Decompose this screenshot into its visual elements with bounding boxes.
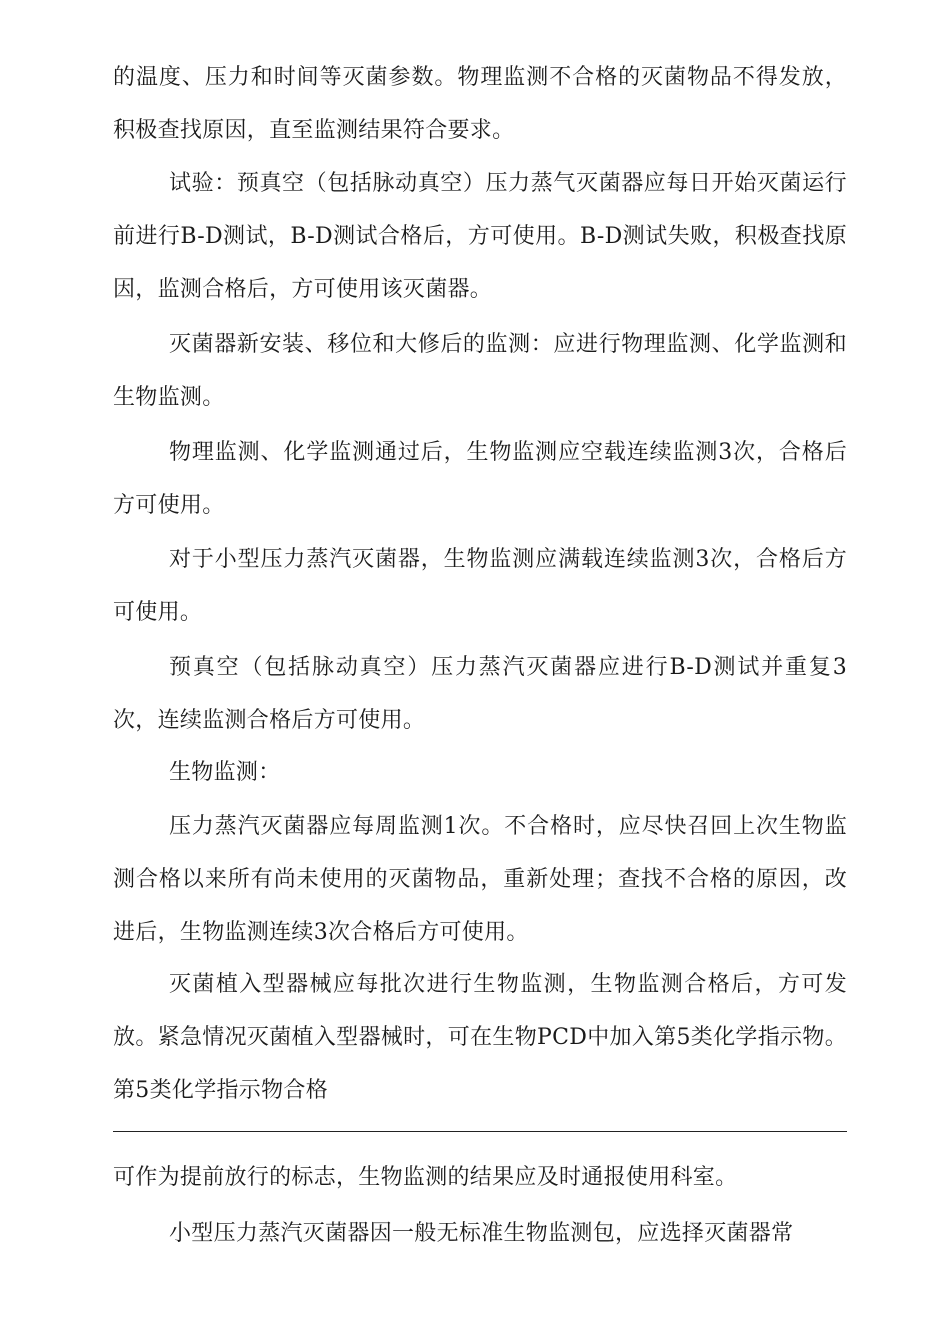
section-heading-bio-monitoring: 生物监测： <box>169 760 281 785</box>
paragraph-small-sterilizer-test-pack: 小型压力蒸汽灭菌器因一般无标准生物监测包，应选择灭菌器常 <box>169 1221 794 1246</box>
page-separator-line <box>113 1131 847 1132</box>
paragraph-empty-load-bio-monitoring: 物理监测、化学监测通过后，生物监测应空载连续监测3次，合格后方可使用。 <box>113 440 847 518</box>
paragraph-physical-monitoring-end: 的温度、压力和时间等灭菌参数。物理监测不合格的灭菌物品不得发放，积极查找原因，直至监测结果符合要求。 <box>113 65 847 143</box>
paragraph-bd-test: 试验：预真空（包括脉动真空）压力蒸气灭菌器应每日开始灭菌运行前进行B-D测试，B-D测试合格后，方可使用。B-D测试失败，积极查找原因，监测合格后，方可使用该灭菌器。 <box>113 171 847 302</box>
paragraph-implant-bio-monitoring: 灭菌植入型器械应每批次进行生物监测，生物监测合格后，方可发放。紧急情况灭菌植入型器械时，可在生物PCD中加入第5类化学指示物。第5类化学指示物合格 <box>113 972 847 1103</box>
paragraph-weekly-bio-monitoring: 压力蒸汽灭菌器应每周监测1次。不合格时，应尽快召回上次生物监测合格以来所有尚未使用的灭菌物品，重新处理；查找不合格的原因，改进后，生物监测连续3次合格后方可使用。 <box>113 814 847 945</box>
paragraph-prevacuum-bd-repeat: 预真空（包括脉动真空）压力蒸汽灭菌器应进行B-D测试并重复3次，连续监测合格后方可使用。 <box>113 655 847 733</box>
paragraph-early-release-indicator: 可作为提前放行的标志，生物监测的结果应及时通报使用科室。 <box>113 1165 738 1190</box>
paragraph-new-install-monitoring: 灭菌器新安装、移位和大修后的监测：应进行物理监测、化学监测和生物监测。 <box>113 332 847 410</box>
paragraph-small-sterilizer-full-load: 对于小型压力蒸汽灭菌器，生物监测应满载连续监测3次，合格后方可使用。 <box>113 547 847 625</box>
